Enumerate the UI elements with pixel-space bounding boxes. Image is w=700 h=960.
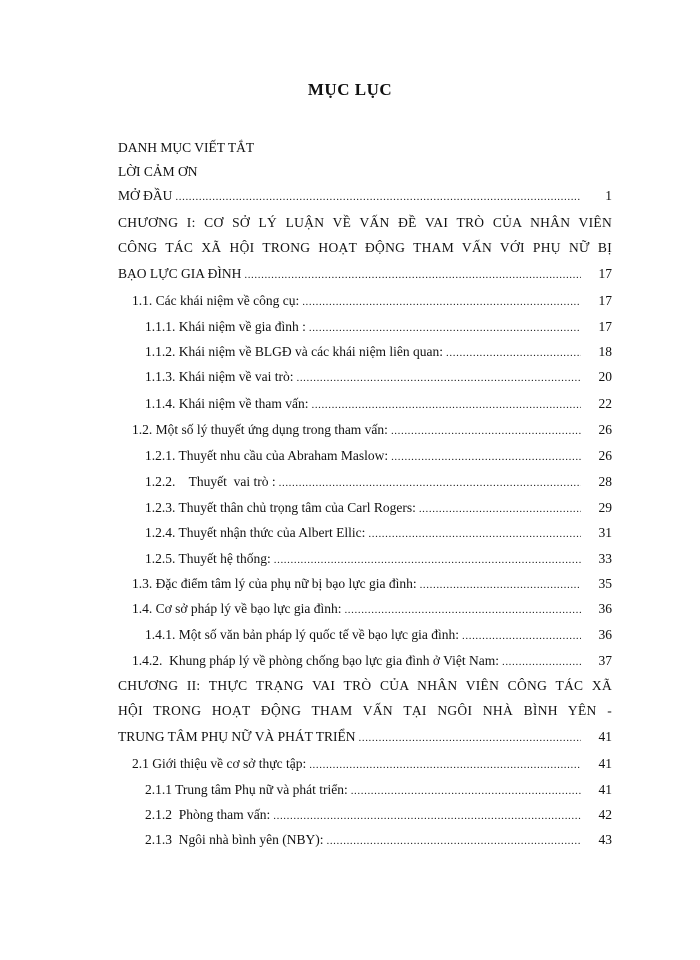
toc-entry[interactable]	[145, 342, 612, 362]
dot-leader	[244, 265, 581, 285]
dot-leader	[446, 343, 581, 363]
dot-leader	[274, 550, 581, 570]
toc-page-number: 36	[598, 601, 612, 616]
toc-page-number: 41	[598, 756, 612, 771]
toc-page-number: 26	[598, 422, 612, 437]
toc-entry[interactable]	[145, 780, 612, 800]
toc-entry-label: 1.1.1. Khái niệm về gia đình :	[145, 319, 306, 334]
toc-page-number: 28	[598, 474, 612, 489]
dot-leader	[273, 806, 581, 826]
toc-page-number: 31	[598, 525, 612, 540]
toc-entry[interactable]	[132, 754, 612, 774]
toc-entry-label: 1.2.2. Thuyết vai trò :	[145, 474, 276, 489]
toc-entry[interactable]	[145, 394, 612, 414]
toc-entry[interactable]	[132, 599, 612, 619]
toc-entry[interactable]	[145, 830, 612, 850]
toc-entry-label: 1.2.1. Thuyết nhu cầu của Abraham Maslow:	[145, 448, 389, 463]
toc-entry-label: 1.2.4. Thuyết nhận thức của Albert Ellic:	[145, 525, 366, 540]
toc-entry-label: 2.1.1 Trung tâm Phụ nữ và phát triển:	[145, 782, 348, 797]
toc-entry-label: 2.1.3 Ngôi nhà bình yên (NBY):	[145, 832, 324, 847]
chapter-1-line-1: CHƯƠNG I: CƠ SỞ LÝ LUẬN VỀ VẤN ĐỀ VAI TRÒ CỦA NHÂN VIÊN	[118, 215, 612, 230]
chapter-2-line-2: HỘI TRONG HOẠT ĐỘNG THAM VẤN TẠI NGÔI NHÀ BÌNH YÊN -	[118, 702, 612, 718]
toc-entry[interactable]	[145, 625, 612, 645]
dot-leader	[344, 600, 581, 620]
toc-page-number: 17	[598, 266, 612, 281]
toc-entry[interactable]	[132, 651, 612, 671]
toc-entry[interactable]	[145, 472, 612, 492]
toc-entry-label: 1.1. Các khái niệm về công cụ:	[132, 293, 300, 308]
dot-leader	[420, 575, 581, 595]
toc-page-number: 41	[598, 729, 612, 744]
page-title: MỤC LỤC	[307, 80, 393, 99]
dot-leader	[351, 781, 581, 801]
toc-page-number: 17	[598, 293, 612, 308]
toc-page-number: 20	[598, 369, 612, 384]
dot-leader	[391, 447, 581, 467]
dot-leader	[391, 421, 581, 441]
toc-page-number: 17	[598, 319, 612, 334]
toc-page-number: 18	[598, 344, 612, 359]
toc-entry-label: 1.1.2. Khái niệm về BLGĐ và các khái niệm liên quan:	[145, 344, 444, 359]
toc-entry-introduction[interactable]	[118, 186, 612, 206]
chapter-1-line-3: BẠO LỰC GIA ĐÌNH	[118, 266, 242, 281]
toc-entry-label: 1.2. Một số lý thuyết ứng dụng trong tham vấn:	[132, 422, 388, 437]
dot-leader	[502, 652, 581, 672]
toc-entry[interactable]	[145, 549, 612, 569]
toc-page-number: 35	[598, 576, 612, 591]
dot-leader	[359, 728, 582, 748]
toc-entry-label: 1.4. Cơ sở pháp lý về bạo lực gia đình:	[132, 601, 342, 616]
toc-entry-abbreviations[interactable]	[118, 138, 612, 158]
toc-entry-label: 2.1.2 Phòng tham vấn:	[145, 807, 271, 822]
toc-entry-label: 1.1.3. Khái niệm về vai trò:	[145, 369, 294, 384]
dot-leader	[462, 626, 581, 646]
toc-page-number: 29	[598, 500, 612, 515]
toc-page-number: 43	[598, 832, 612, 847]
chapter-1-line-2: CÔNG TÁC XÃ HỘI TRONG HOẠT ĐỘNG THAM VẤN VỚI PHỤ NỮ BỊ	[118, 239, 612, 255]
toc-entry-acknowledgements[interactable]	[118, 162, 612, 182]
toc-entry[interactable]	[145, 498, 612, 518]
chapter-2-line-1: CHƯƠNG II: THỰC TRẠNG VAI TRÒ CỦA NHÂN VIÊN CÔNG TÁC XÃ	[118, 678, 612, 693]
toc-entry-label: 1.3. Đặc điểm tâm lý của phụ nữ bị bạo lực gia đình:	[132, 576, 417, 591]
chapter-2-heading[interactable]	[118, 674, 612, 723]
dot-leader	[302, 292, 581, 312]
toc-page-number: 33	[598, 551, 612, 566]
toc-entry[interactable]	[132, 291, 612, 311]
chapter-1-heading-last-line[interactable]	[118, 264, 612, 284]
toc-entry-label: 1.4.2. Khung pháp lý về phòng chống bạo lực gia đình ở Việt Nam:	[132, 653, 499, 668]
toc-entry-label: 1.1.4. Khái niệm về tham vấn:	[145, 396, 309, 411]
toc-page-number: 26	[598, 448, 612, 463]
dot-leader	[311, 395, 581, 415]
toc-entry-label: 2.1 Giới thiệu về cơ sở thực tập:	[132, 756, 307, 771]
toc-entry-label: DANH MỤC VIẾT TẮT	[118, 140, 255, 155]
toc-page-number: 42	[598, 807, 612, 822]
chapter-2-heading-last-line[interactable]	[118, 727, 612, 747]
dot-leader	[419, 499, 581, 519]
toc-entry[interactable]	[145, 805, 612, 825]
toc-page-number: 22	[598, 396, 612, 411]
toc-entry-label: 1.2.3. Thuyết thân chủ trọng tâm của Carl Rogers:	[145, 500, 416, 515]
dot-leader	[326, 831, 581, 851]
toc-page-number: 36	[598, 627, 612, 642]
chapter-2-line-3: TRUNG TÂM PHỤ NỮ VÀ PHÁT TRIỂN	[118, 729, 356, 744]
dot-leader	[309, 755, 581, 775]
dot-leader	[368, 524, 581, 544]
dot-leader	[296, 368, 581, 388]
dot-leader	[175, 187, 581, 207]
toc-entry-label: 1.2.5. Thuyết hệ thống:	[145, 551, 271, 566]
toc-entry[interactable]	[145, 523, 612, 543]
toc-entry[interactable]	[145, 317, 612, 337]
toc-page-number: 1	[605, 188, 612, 203]
toc-entry[interactable]	[145, 446, 612, 466]
dot-leader	[279, 473, 581, 493]
toc-page-number: 37	[598, 653, 612, 668]
toc-entry-label: 1.4.1. Một số văn bản pháp lý quốc tế về bạo lực gia đình:	[145, 627, 460, 642]
toc-entry-label: LỜI CẢM ƠN	[118, 164, 198, 179]
toc-entry[interactable]	[145, 367, 612, 387]
toc-entry-label: MỞ ĐẦU	[118, 188, 173, 203]
dot-leader	[309, 318, 581, 338]
toc-page-number: 41	[598, 782, 612, 797]
toc-entry[interactable]	[132, 420, 612, 440]
chapter-1-heading[interactable]	[118, 211, 612, 260]
toc-entry[interactable]	[132, 574, 612, 594]
